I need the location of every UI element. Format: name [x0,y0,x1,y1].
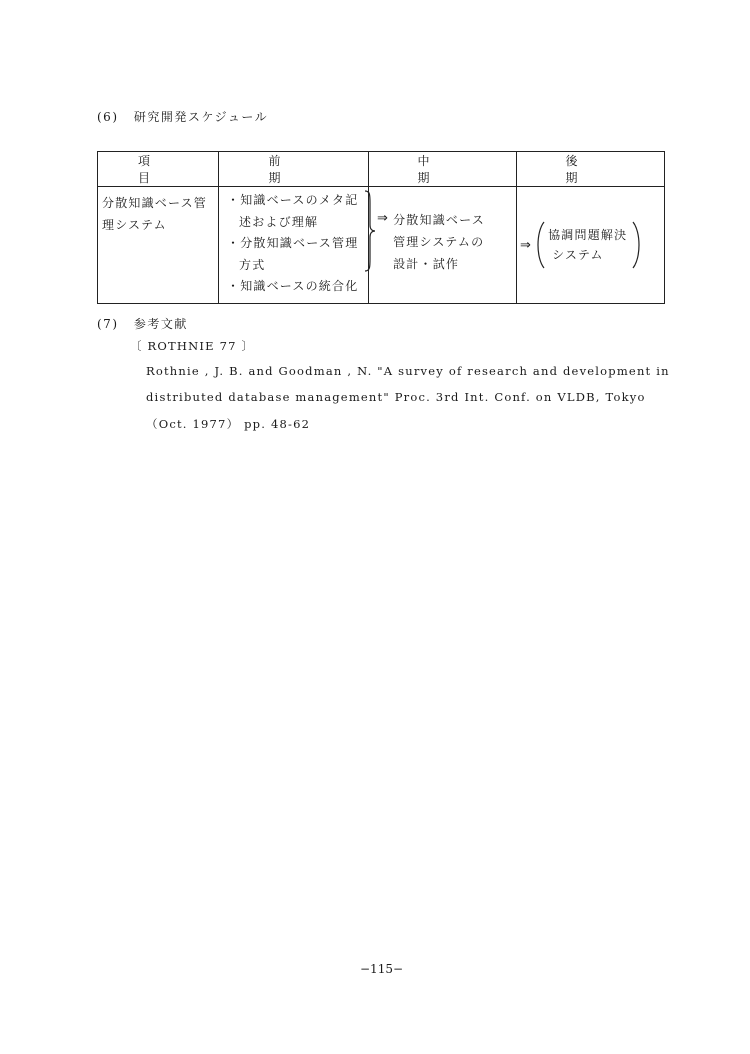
early-line: 方式 [239,257,266,272]
schedule-table [97,151,665,304]
mid-cell [369,187,517,304]
header-mid [369,152,517,187]
header-late-text: 後期 [565,154,616,185]
late-line: システム [552,248,604,262]
header-item [98,152,219,187]
item-cell [98,187,219,304]
item-line: 分散知識ベース管 [102,196,208,210]
early-line: ・知識ベースのメタ記 [227,193,359,207]
item-line: 理システム [102,218,167,232]
section-6-title: 研究開発スケジュール [133,110,269,124]
reference-line: （Oct. 1977） pp. 48-62 [146,417,311,431]
right-paren-icon [631,220,643,270]
section-6-number: (6) [97,110,119,124]
double-arrow-icon: ⇒ [520,237,533,253]
left-paren-icon [534,220,546,270]
late-line: 協調問題解決 [548,228,628,242]
early-line: ・分散知識ベース管理 [227,236,359,250]
section-7-number: (7) [97,317,119,331]
reference-key: 〔 ROTHNIE 77 〕 [130,339,255,353]
table-header-row [98,152,665,187]
early-line: 述および理解 [239,214,319,229]
header-early [219,152,369,187]
mid-line: 管理システムの [393,235,485,249]
section-7-title: 参考文献 [133,317,188,331]
reference-line: Rothnie , J. B. and Goodman , N. "A survey of research and development in [146,364,670,378]
header-early-text: 前期 [268,154,319,185]
section-6-heading [97,108,268,125]
header-late [517,152,665,187]
header-mid-text: 中期 [417,154,468,185]
header-item-text: 項目 [137,154,178,185]
mid-line: 分散知識ベース [393,213,485,227]
mid-line: 設計・試作 [393,257,460,271]
early-cell [219,187,369,304]
double-arrow-icon: ⇒ [377,211,390,226]
table-row [98,187,665,304]
late-cell [517,187,665,304]
section-7-heading [97,315,188,332]
page-number: −115− [360,962,404,976]
reference-line: distributed database management" Proc. 3rd Int. Conf. on VLDB, Tokyo [146,390,646,404]
early-line: ・知識ベースの統合化 [227,279,359,293]
